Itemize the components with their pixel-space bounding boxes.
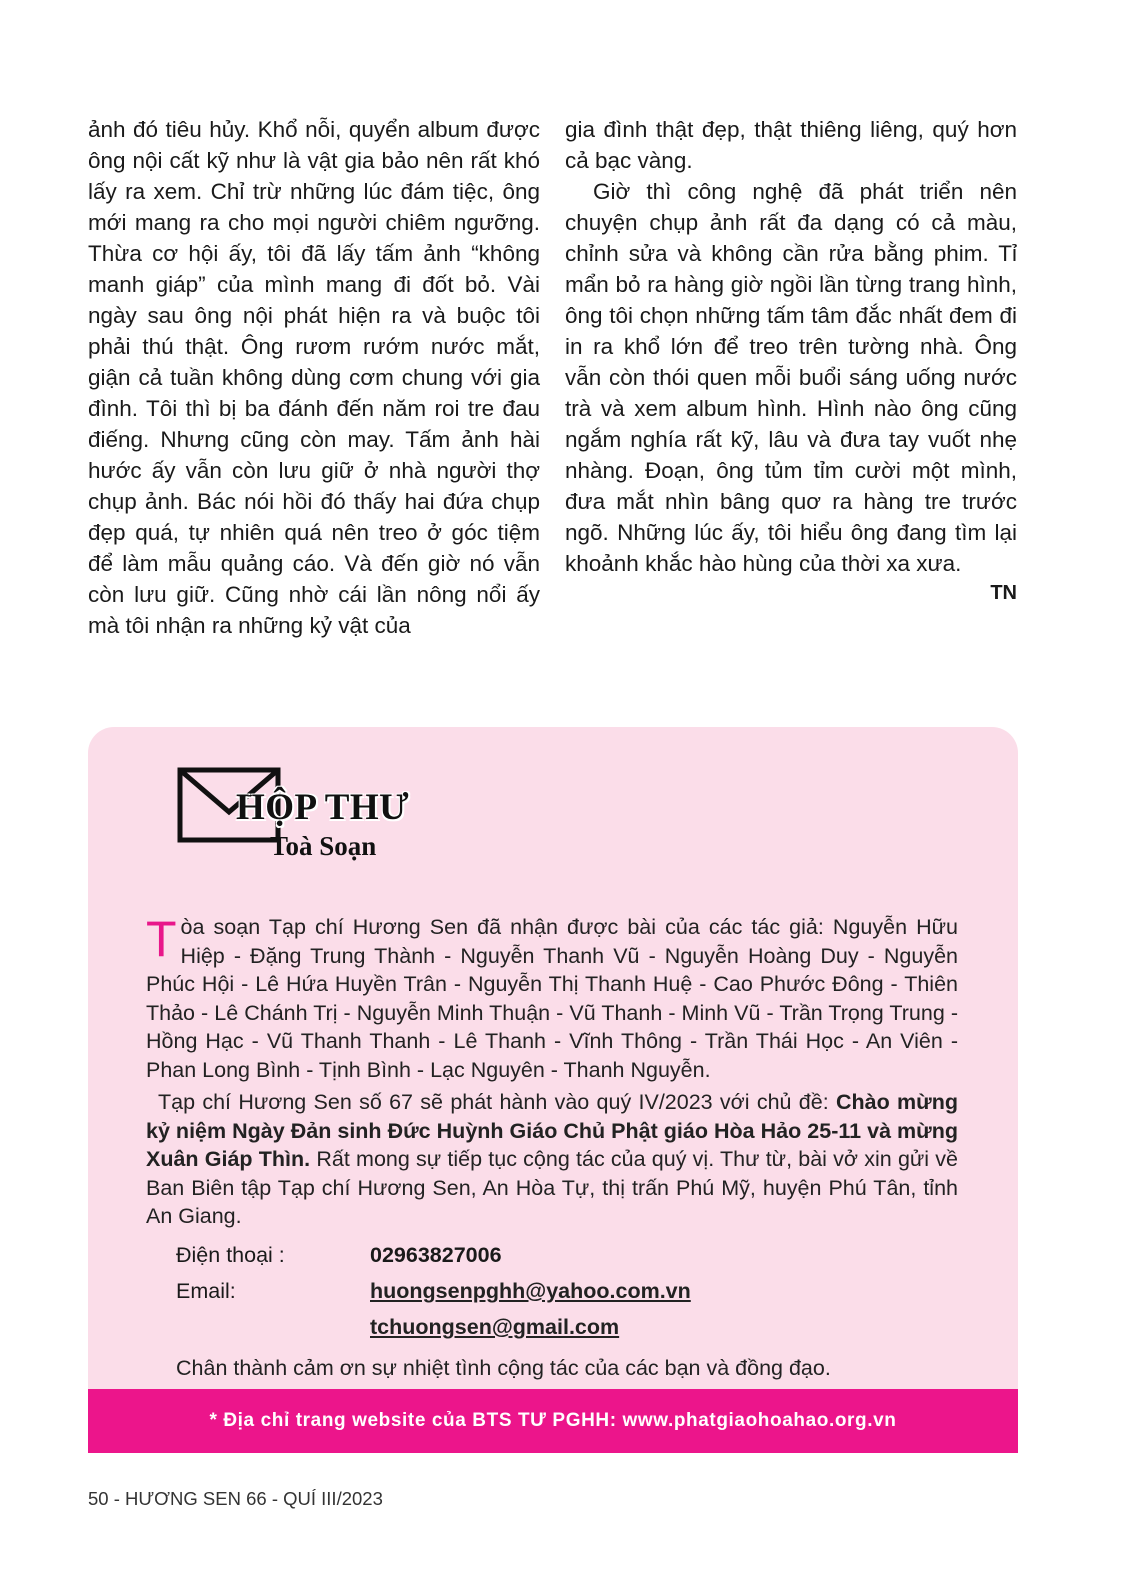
- mailbox-section: [88, 727, 1018, 1453]
- mailbox-body: [146, 913, 958, 1231]
- contributors-text: òa soạn Tạp chí Hương Sen đã nhận được bài của các tác giả: Nguyễn Hữu Hiệp - Đặng Trung Thành - Nguyễn Thanh Vũ - Nguyễn Hoàng Duy - Nguyễn Phúc Hội - Lê Hứa Huyền Trân - Nguyễn Thị Thanh Huệ - Cao Phước Đông - Thiên Thảo - Lê Chánh Trị - Nguyễn Minh Thuận - Vũ Thanh - Minh Vũ - Trần Trọng Trung - Hồng Hạc - Vũ Thanh Thanh - Lê Thanh - Vĩnh Thông - Trần Thái Học - An Viên - Phan Long Bình - Tịnh Bình - Lạc Nguyên - Thanh Nguyễn.: [146, 915, 958, 1082]
- email-link-gmail[interactable]: tchuongsen@gmail.com: [370, 1315, 620, 1339]
- phone-label: Điện thoại :: [176, 1243, 285, 1267]
- website-text[interactable]: * Địa chỉ trang website của BTS TƯ PGHH: www.phatgiaohoahao.org.vn: [209, 1410, 897, 1431]
- thanks-text: Chân thành cảm ơn sự nhiệt tình cộng tác của các bạn và đồng đạo.: [176, 1356, 831, 1380]
- article-right-column: [565, 114, 1017, 579]
- article-left-column: [88, 114, 540, 641]
- email-link-yahoo[interactable]: huongsenpghh@yahoo.com.vn: [370, 1279, 691, 1303]
- page-footer: 50 - HƯƠNG SEN 66 - QUÍ III/2023: [88, 1488, 383, 1509]
- article-text: gia đình thật đẹp, thật thiêng liêng, quý hơn cả bạc vàng.: [565, 117, 1017, 173]
- drop-cap: T: [146, 911, 177, 967]
- announcement-text: Rất mong sự tiếp tục cộng tác của quý vị. Thư từ, bài vở xin gửi về Ban Biên tập Tạp chí Hương Sen, An Hòa Tự, thị trấn Phú Mỹ, huyện Phú Tân, tỉnh An Giang.: [146, 1147, 958, 1228]
- article-text: Giờ thì công nghệ đã phát triển nên chuyện chụp ảnh rất đa dạng có cả màu, chỉnh sửa và không cần rửa bằng phim. Tỉ mẩn bỏ ra hàng giờ ngồi lần từng trang hình, ông tôi chọn những tấm tâm đắc nhất đem đi in ra khổ lớn để treo trên tường nhà. Ông vẫn còn thói quen mỗi buổi sáng uống nước trà và xem album hình. Hình nào ông cũng ngắm nghía rất kỹ, lâu và đưa tay vuốt nhẹ nhàng. Đoạn, ông tủm tỉm cười một mình, đưa mắt nhìn bâng quơ ra hàng tre trước ngõ. Những lúc ấy, tôi hiểu ông đang tìm lại khoảnh khắc hào hùng của thời xa xưa.: [565, 179, 1017, 576]
- email-label: Email:: [176, 1279, 236, 1303]
- website-banner: [88, 1389, 1018, 1453]
- mailbox-title: HỘP THƯ: [236, 787, 410, 828]
- article-text: ảnh đó tiêu hủy. Khổ nỗi, quyển album được ông nội cất kỹ như là vật gia bảo nên rất khó lấy ra xem. Chỉ trừ những lúc đám tiệc, ông mới mang ra cho mọi người chiêm ngưỡng. Thừa cơ hội ấy, tôi đã lấy tấm ảnh “không manh giáp” của mình mang đi đốt bỏ. Vài ngày sau ông nội phát hiện ra và buộc tôi phải thú thật. Ông rươm rướm nước mắt, giận cả tuần không dùng cơm chung với gia đình. Tôi thì bị ba đánh đến năm roi tre đau điếng. Nhưng cũng còn may. Tấm ảnh hài hước ấy vẫn còn lưu giữ ở nhà người thợ chụp ảnh. Bác nói hồi đó thấy hai đứa chụp đẹp quá, tự nhiên quá nên treo ở góc tiệm để làm mẫu quảng cáo. Và đến giờ nó vẫn còn lưu giữ. Cũng nhờ cái lần nông nổi ấy mà tôi nhận ra những kỷ vật của: [88, 117, 540, 638]
- theme-text: Chào mừng kỷ niệm Ngày Đản sinh Đức Huỳnh Giáo Chủ Phật giáo Hòa Hảo 25-11 và mừng Xuân Giáp Thìn.: [146, 1090, 958, 1171]
- announcement-paragraph: [146, 1088, 958, 1231]
- phone-number: 02963827006: [370, 1243, 502, 1267]
- mailbox-subtitle: Toà Soạn: [270, 831, 377, 861]
- announcement-text: Tạp chí Hương Sen số 67 sẽ phát hành vào quý IV/2023 với chủ đề:: [158, 1090, 836, 1114]
- contributors-paragraph: [146, 913, 958, 1084]
- author-signature: TN: [990, 582, 1017, 604]
